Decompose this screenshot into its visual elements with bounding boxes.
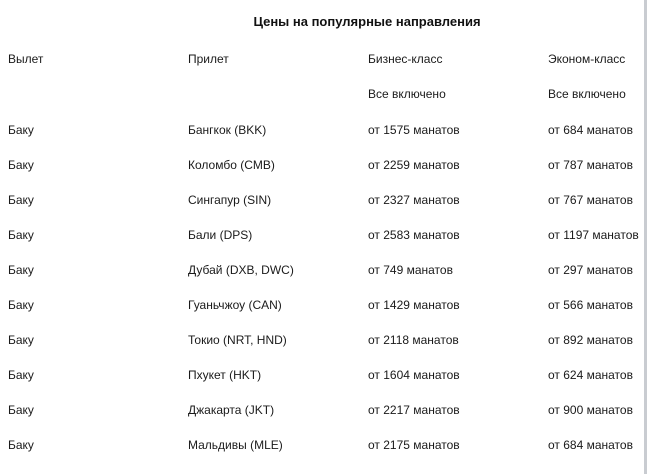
cell-business-price: от 2327 манатов [368,192,460,207]
cell-departure: Баку [8,297,34,312]
page-title: Цены на популярные направления [253,14,481,29]
table-row [0,287,648,322]
column-header-economy: Эконом-класс [548,52,626,66]
cell-economy-price: от 566 манатов [548,297,633,312]
cell-arrival: Коломбо (CMB) [188,157,275,172]
column-header-departure: Вылет [8,52,44,66]
cell-economy-price: от 297 манатов [548,262,633,277]
cell-arrival: Джакарта (JKT) [188,402,275,417]
cell-business-price: от 2175 манатов [368,437,460,452]
column-header-business: Бизнес-класс [368,52,443,66]
table-row [0,322,648,357]
cell-departure: Баку [8,367,34,382]
table-row [0,147,648,182]
cell-economy-price: от 624 манатов [548,367,633,382]
cell-business-price: от 749 манатов [368,262,453,277]
cell-departure: Баку [8,157,34,172]
table-row [0,427,648,462]
cell-economy-price: от 684 манатов [548,437,633,452]
table-row [0,182,648,217]
table-row [0,217,648,252]
cell-business-price: от 1575 манатов [368,122,460,137]
subheader-empty-cell [180,76,360,112]
cell-departure: Баку [8,332,34,347]
table-header-row [0,42,648,76]
subheader-empty-cell [0,76,180,112]
subheader-business: Все включено [368,87,446,101]
cell-business-price: от 2259 манатов [368,157,460,172]
table-subheader-row [0,76,648,112]
cell-business-price: от 1429 манатов [368,297,460,312]
table-row [0,392,648,427]
cell-arrival: Дубай (DXB, DWC) [188,262,294,277]
subheader-economy: Все включено [548,87,626,101]
cell-arrival: Токио (NRT, HND) [188,332,287,347]
cell-business-price: от 1604 манатов [368,367,460,382]
cell-arrival: Бали (DPS) [188,227,253,242]
table-row [0,112,648,147]
cell-economy-price: от 787 манатов [548,157,633,172]
cell-arrival: Бангкок (BKK) [188,122,267,137]
cell-departure: Баку [8,122,34,137]
cell-economy-price: от 767 манатов [548,192,633,207]
cell-departure: Баку [8,227,34,242]
cell-business-price: от 2583 манатов [368,227,460,242]
cell-departure: Баку [8,402,34,417]
cell-economy-price: от 900 манатов [548,402,633,417]
cell-business-price: от 2217 манатов [368,402,460,417]
cell-economy-price: от 684 манатов [548,122,633,137]
cell-departure: Баку [8,192,34,207]
table-row [0,357,648,392]
cell-arrival: Гуаньчжоу (CAN) [188,297,282,312]
cell-departure: Баку [8,262,34,277]
cell-arrival: Сингапур (SIN) [188,192,272,207]
price-table [0,42,648,462]
cell-business-price: от 2118 манатов [368,332,459,347]
cell-departure: Баку [8,437,34,452]
column-header-arrival: Прилет [188,52,229,66]
cell-economy-price: от 1197 манатов [548,227,639,242]
cell-arrival: Мальдивы (MLE) [188,437,283,452]
table-row [0,252,648,287]
cell-arrival: Пхукет (HKT) [188,367,262,382]
cell-economy-price: от 892 манатов [548,332,633,347]
